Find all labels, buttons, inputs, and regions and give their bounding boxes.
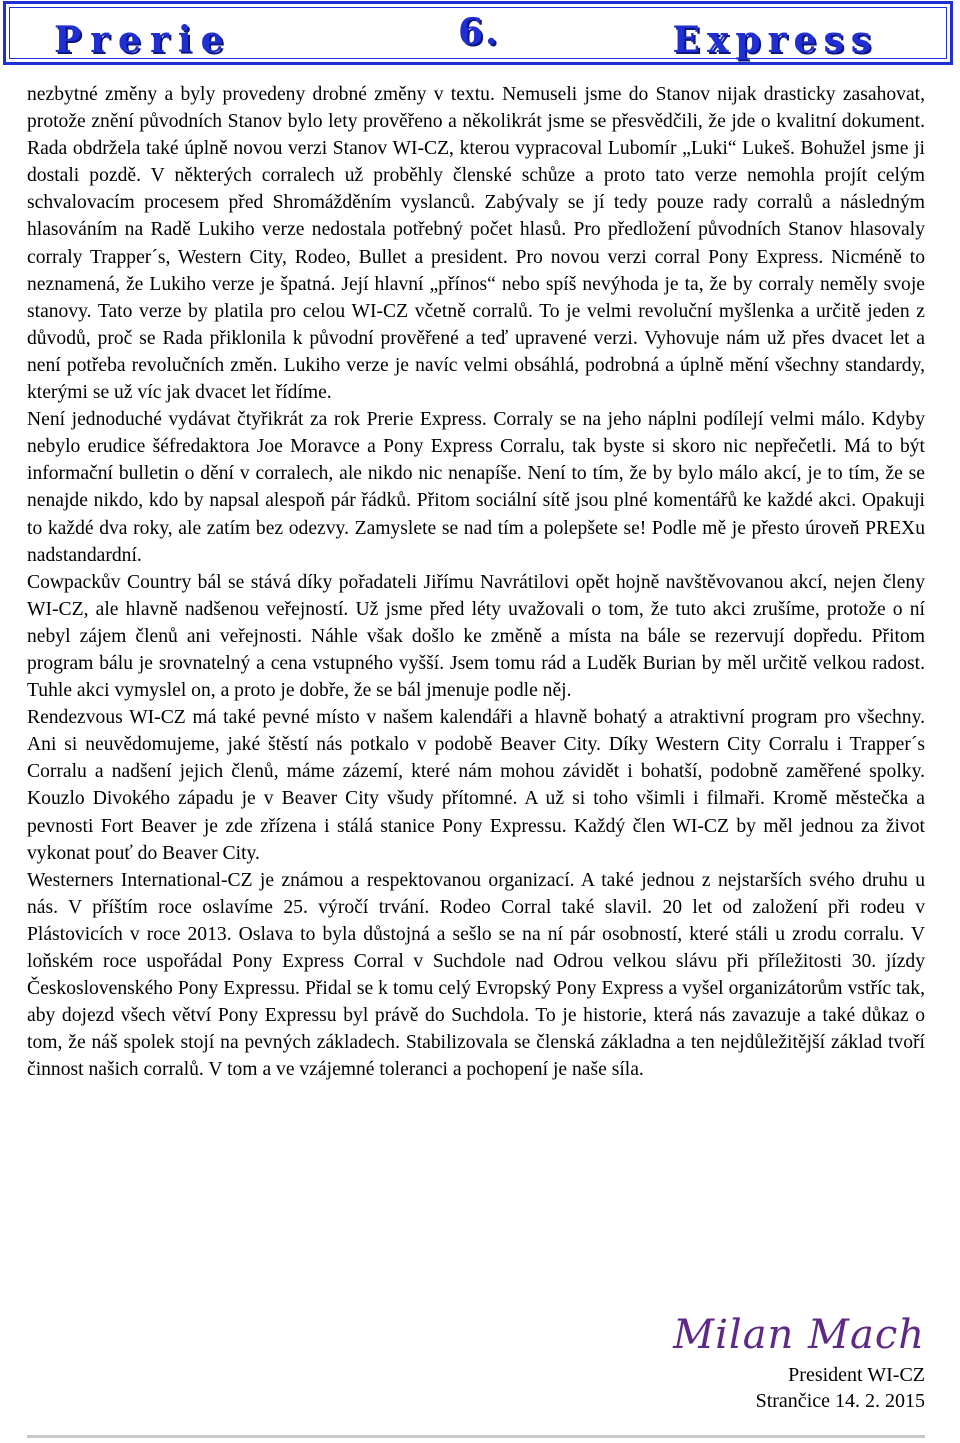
place-and-date: Strančice 14. 2. 2015: [755, 1390, 925, 1412]
paragraph: Westerners International-CZ je známou a respektovanou organizací. A také jednou z nejstarších svého druhu u nás. V příštím roce oslavíme 25. výročí trvání. Rodeo Corral také slavil. 20 let od založení při rodeu v Plástovicích v roce 2013. Oslava to byla důstojná a sešlo se na ní pár osobností, které stáli u zrodu corralu. V loňském roce uspořádal Pony Express Corral v Suchdole nad Odrou velkou slávu při příležitosti 30. jízdy Československého Pony Expressu. Přidal se k tomu celý Evropský Pony Express a vyšel organizátorům vstříc tak, aby dojezd všech větví Pony Expressu byl právě do Suchdola. To je historie, která nás zavazuje a také důkaz o tom, že náš spolek stojí na pevných základech. Stabilizovala se členská základna a ten nejdůležitější základ tvoří činnost našich corralů. V tom a ve vzájemné toleranci a pochopení je naše síla.: [27, 869, 925, 1081]
page-header: [3, 1, 953, 65]
paragraph: Rendezvous WI-CZ má také pevné místo v našem kalendáři a hlavně bohatý a atraktivní program pro všechny. Ani si neuvědomujeme, jaké štěstí nás potkalo v podobě Beaver City. Díky Western City Corralu i Trapper´s Corralu a nadšení jejich členů, máme zázemí, které nám mohou závidět i bohatší, podobně zaměřené spolky. Kouzlo Divokého západu je v Beaver City všudy přítomné. A už si toho všimli i filmaři. Kromě městečka a pevnosti Fort Beaver je zde zřízena i stálá stanice Pony Expressu. Každý člen WI-CZ by měl jednou za život vykonat pouť do Beaver City.: [27, 707, 925, 864]
paragraph: nezbytné změny a byly provedeny drobné změny v textu. Nemuseli jsme do Stanov nijak drasticky zasahovat, protože znění původních Stanov bylo lety prověřeno a několikrát jsme se přesvědčili, že jde o kvalitní dokument. Rada obdržela také úplně novou verzi Stanov WI-CZ, kterou vypracoval Lubomír „Luki“ Lukeš. Bohužel jsme ji dostali pozdě. V některých corralech už proběhly členské schůze a proto tato verze nemohla projít celým schvalovacím procesem před Shromážděním vyslanců. Zabývaly se jí tedy pouze rady corralů a následným hlasováním na Radě Lukiho verze nedostala potřebný počet hlasů. Pro předložení původních Stanov hlasovaly corraly Trapper´s, Western City, Rodeo, Bullet a president. Pro novou verzi corral Pony Express. Nicméně to neznamená, že Lukiho verze je špatná. Její hlavní „přínos“ nebo spíš nevýhoda je ta, že by corraly neměly svoje stanovy. Tato verze by platila pro celou WI-CZ včetně corralů. To je velmi revoluční myšlenka a určitě jeden z důvodů, proč se Rada přiklonila k původní prověřené a teď upravené verzi. Vyhovuje nám už přes dvacet let a není potřeba revolučních změn. Lukiho verze je navíc velmi obsáhlá, podrobná a úplně mění všechny standardy, kterými se už víc jak dvacet let řídíme.: [27, 84, 925, 404]
header-title-left: Prerie: [54, 19, 233, 61]
handwritten-signature: Milan Mach: [673, 1312, 925, 1358]
paragraph: Cowpackův Country bál se stává díky pořadateli Jiřímu Navrátilovi opět hojně navštěvovanou akcí, nejen členy WI-CZ, ale hlavně nadšenou veřejností. Už jsme před léty uvažovali o tom, že tuto akci zrušíme, protože o ní nebyl zájem členů ani veřejnosti. Náhle však došlo ke změně a místa na bále se rezervují dopředu. Přitom program bálu je srovnatelný a cena vstupného vyšší. Jsem tomu rád a Luděk Burian by měl určitě velkou radost. Tuhle akci vymyslel on, a proto je dobře, že se bál jmenuje podle něj.: [27, 571, 925, 702]
signature-block: [673, 1312, 925, 1414]
paragraph: Není jednoduché vydávat čtyřikrát za rok Prerie Express. Corraly se na jeho náplni podílejí velmi málo. Kdyby nebylo erudice šéfredaktora Joe Moravce a Pony Express Corralu, tak byste si skoro nic nepřečetli. Má to být informační bulletin o dění v corralech, ale nikdo nic nenapíše. Není to tím, že by bylo málo akcí, je to tím, že se nenajde nikdo, kdo by napsal alespoň pár řádků. Přitom sociální sítě jsou plné komentářů ke každé akci. Opakuji to každé dva roky, ale zatím bez odezvy. Zamyslete se nad tím a polepšete se! Podle mě je přesto úroveň PREXu nadstandardní.: [27, 409, 925, 566]
header-title-right: Express: [672, 19, 878, 61]
footer-divider: [27, 1435, 925, 1438]
header-issue-number: 6.: [458, 11, 500, 53]
article-body: [27, 81, 925, 1083]
signer-title: President WI-CZ: [788, 1364, 925, 1386]
